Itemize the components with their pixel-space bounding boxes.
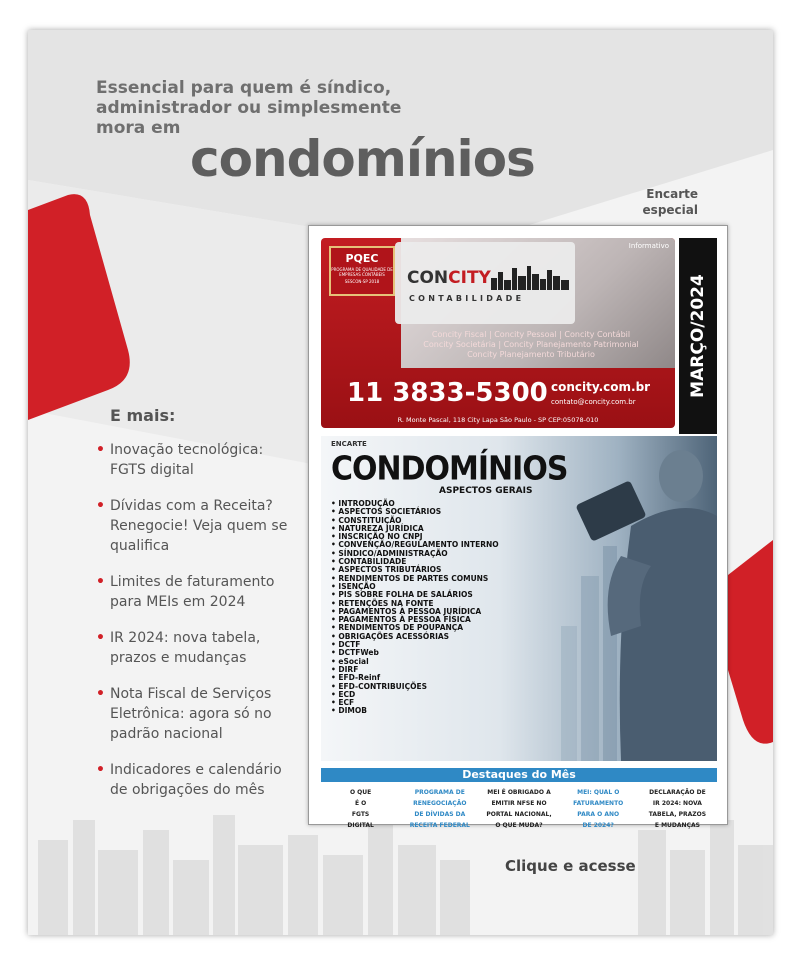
encarte-label: [608, 186, 698, 218]
headline-line-1: Essencial para quem é síndico,: [96, 78, 392, 98]
list-item-text: Dívidas com a Receita? Renegocie! Veja quem se qualifica: [110, 498, 288, 554]
body-encarte-label: ENCARTE: [331, 440, 367, 448]
destaque-item: O QUE É O FGTS DIGITAL: [347, 789, 374, 829]
toc-item: • INSCRIÇÃO NO CNPJ: [331, 532, 423, 542]
cta-link[interactable]: Clique e acesse: [505, 857, 636, 875]
toc-item: • DIMOB: [331, 706, 367, 716]
bullet-icon: •: [96, 762, 105, 778]
toc-item: • RENDIMENTOS DE POUPANÇA: [331, 623, 464, 633]
headline-big-word: condomínios: [190, 130, 535, 188]
services-list: [401, 330, 661, 360]
encarte-line-1: Encarte: [646, 187, 698, 201]
toc-item: • CONTABILIDADE: [331, 557, 407, 567]
toc-item: • DIRF: [331, 664, 359, 674]
list-item-text: Nota Fiscal de Serviços Eletrônica: agora só no padrão nacional: [110, 686, 272, 742]
list-item-text: Inovação tecnológica: FGTS digital: [110, 442, 264, 478]
promo-frame[interactable]: [28, 30, 773, 935]
logo-word-a: CON: [407, 268, 449, 288]
toc-item: • EFD-CONTRIBUIÇÕES: [331, 681, 427, 691]
issue-date-band: [679, 238, 717, 434]
list-item: [96, 760, 296, 800]
toc-item: • DCTF: [331, 640, 361, 650]
concity-logo: [395, 242, 575, 324]
toc-item: • CONVENÇÃO/REGULAMENTO INTERNO: [331, 540, 499, 550]
pqec-desc: PROGRAMA DE QUALIDADE DE EMPRESAS CONTÁBEIS: [331, 267, 393, 277]
list-item: [96, 628, 296, 668]
magazine-title: CONDOMÍNIOS: [331, 450, 568, 489]
magazine-cover[interactable]: [308, 225, 728, 829]
destaque-item: PROGRAMA DE RENEGOCIAÇÃO DE DÍVIDAS DA RECEITA FEDERAL: [409, 789, 470, 829]
service-line: Concity Planejamento Tributário: [467, 350, 595, 359]
bullet-icon: •: [96, 686, 105, 702]
magazine-subtitle: ASPECTOS GERAIS: [439, 486, 533, 496]
pqec-name: PQEC: [345, 252, 379, 265]
toc-item: • ECD: [331, 689, 356, 699]
magazine-body: [321, 436, 717, 761]
toc-item: • INTRODUÇÃO: [331, 499, 395, 508]
logo-word: [407, 268, 491, 288]
logo-subtitle: CONTABILIDADE: [409, 294, 525, 303]
list-item-text: IR 2024: nova tabela, prazos e mudanças: [110, 630, 261, 666]
toc-item: • EFD-Reinf: [331, 673, 381, 683]
informativo-label: Informativo: [628, 242, 669, 250]
phone-number: 11 3833-5300: [347, 378, 548, 408]
list-item-text: Indicadores e calendário de obrigações do mês: [110, 762, 282, 798]
toc-item: • ISENÇÃO: [331, 581, 376, 591]
emais-list: [96, 440, 296, 816]
table-of-contents: [331, 500, 499, 716]
pqec-badge: [329, 246, 395, 296]
bullet-icon: •: [96, 574, 105, 590]
emais-title: E mais:: [110, 406, 176, 425]
toc-item: • PAGAMENTOS À PESSOA FÍSICA: [331, 615, 471, 625]
issue-date: MARÇO/2024: [688, 274, 708, 398]
encarte-line-2: especial: [642, 203, 698, 217]
list-item-text: Limites de faturamento para MEIs em 2024: [110, 574, 275, 610]
destaque-item: MEI: QUAL O FATURAMENTO PARA O ANO DE 2024?: [573, 789, 624, 829]
list-item: [96, 496, 296, 556]
destaque-item: MEI É OBRIGADO A EMITIR NFSE NO PORTAL NACIONAL, O QUE MUDA?: [486, 789, 552, 829]
toc-item: • eSocial: [331, 656, 369, 666]
toc-item: • PIS SOBRE FOLHA DE SALÁRIOS: [331, 590, 473, 600]
website: concity.com.br: [551, 380, 651, 394]
bullet-icon: •: [96, 442, 105, 458]
toc-item: • ECF: [331, 698, 355, 708]
toc-item: • OBRIGAÇÕES ACESSÓRIAS: [331, 631, 450, 641]
pqec-year: SESCON-SP 2018: [344, 279, 380, 284]
toc-item: • RETENÇÕES NA FONTE: [331, 598, 434, 608]
toc-item: • CONSTITUIÇÃO: [331, 515, 402, 525]
headline: [96, 78, 456, 138]
destaque-item: DECLARAÇÃO DE IR 2024: NOVA TABELA, PRAZOS E MUDANÇAS: [648, 789, 707, 829]
bullet-icon: •: [96, 498, 105, 514]
logo-word-b: CITY: [448, 268, 491, 288]
service-line: Concity Societária | Concity Planejamento Patrimonial: [423, 340, 639, 349]
headline-line-2: administrador ou simplesmente: [96, 98, 402, 118]
logo-skyline-icon: [491, 264, 569, 290]
list-item: [96, 440, 296, 480]
list-item: [96, 572, 296, 612]
list-item: [96, 684, 296, 744]
service-line: Concity Fiscal | Concity Pessoal | Concity Contábil: [431, 330, 631, 339]
destaques-title: Destaques do Mês: [321, 768, 717, 782]
toc-item: • PAGAMENTOS À PESSOA JURÍDICA: [331, 606, 482, 616]
address: R. Monte Pascal, 118 City Lapa São Paulo - SP CEP:05078-010: [397, 416, 599, 424]
toc-item: • NATUREZA JURÍDICA: [331, 523, 424, 533]
toc-item: • RENDIMENTOS DE PARTES COMUNS: [331, 573, 489, 583]
businessman-illustration: [561, 436, 717, 761]
magazine-header: [321, 238, 675, 428]
bullet-icon: •: [96, 630, 105, 646]
toc-item: • SÍNDICO/ADMINISTRAÇÃO: [331, 548, 448, 558]
toc-item: • DCTFWeb: [331, 648, 379, 658]
toc-item: • ASPECTOS SOCIETÁRIOS: [331, 507, 442, 517]
headline-line-3: mora em: [96, 118, 181, 138]
email: contato@concity.com.br: [551, 398, 636, 406]
toc-item: • ASPECTOS TRIBUTÁRIOS: [331, 565, 442, 575]
destaques-row: [321, 786, 717, 834]
